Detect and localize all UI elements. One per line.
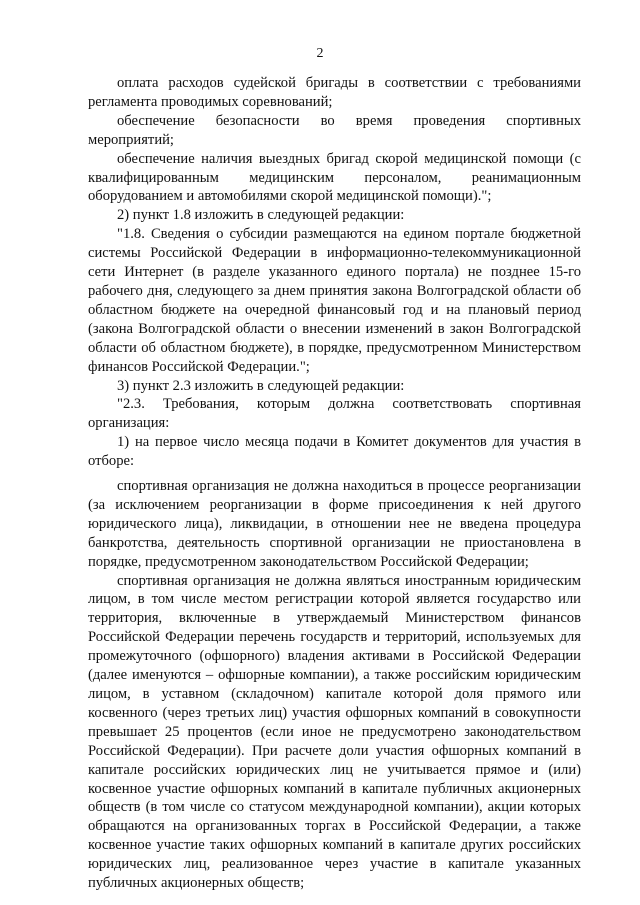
paragraph: "1.8. Сведения о субсидии размещаются на едином портале бюджетной системы Российской Федерации в информационно-телекоммуникационной сети Интернет (в разделе указанного единого портала) не позднее 15-го рабочего дня, следующего за днем принятия закона Волгоградской области об областном бюджете на очередной финансовый год и на плановый период (закона Волгоградской области о внесении изменений в закон Волгоградской области об областном бюджете), в порядке, предусмотренном Министерством финансов Российской Федерации."; (88, 226, 581, 375)
paragraph: "2.3. Требования, которым должна соответствовать спортивная организация: (88, 396, 581, 432)
paragraph: обеспечение наличия выездных бригад скорой медицинской помощи (с квалифицированным медицинским персоналом, реанимационным оборудованием и автомобилями скорой медицинской помощи)."; (88, 150, 581, 205)
document-body (88, 74, 581, 893)
paragraph: 2) пункт 1.8 изложить в следующей редакции: (117, 207, 405, 224)
paragraph: оплата расходов судейской бригады в соответствии с требованиями регламента проводимых соревнований; (88, 75, 581, 110)
paragraph: спортивная организация не должна являться иностранным юридическим лицом, в том числе местом регистрации которой является государство или территория, включенные в утверждаемый Министерством финансов Российской Федерации перечень государств и территорий, используемых для промежуточного (офшорного) владения активами в Российской Федерации (далее именуются – офшорные компании), а также российским юридическим лицом, в уставном (складочном) капитале которой доля прямого или косвенного (через третьих лиц) участия офшорных компаний в совокупности превышает 25 процентов (если иное не предусмотрено законодательством Российской Федерации). При расчете доли участия офшорных компаний в капитале российских юридических лиц не учитывается прямое и (или) косвенное участие офшорных компаний в капитале публичных акционерных обществ (в том числе со статусом международной компании), акции которых обращаются на организованных торгах в Российской Федерации, а также косвенное участие таких офшорных компаний в капитале других российских юридических лиц, реализованное через участие в капитале указанных публичных акционерных обществ; (88, 572, 581, 892)
paragraph: 1) на первое число месяца подачи в Комитет документов для участия в отборе: (88, 434, 581, 470)
paragraph: обеспечение безопасности во время проведения спортивных мероприятий; (88, 112, 581, 148)
paragraph: спортивная организация не должна находиться в процессе реорганизации (за исключением реорганизации в форме присоединения к ней другого юридического лица), ликвидации, в отношении нее не введена процедура банкротства, деятельность спортивной организации не приостановлена в порядке, предусмотренном законодательством Российской Федерации; (88, 478, 581, 570)
page-number: 2 (316, 46, 324, 61)
paragraph: 3) пункт 2.3 изложить в следующей редакции: (117, 377, 405, 394)
